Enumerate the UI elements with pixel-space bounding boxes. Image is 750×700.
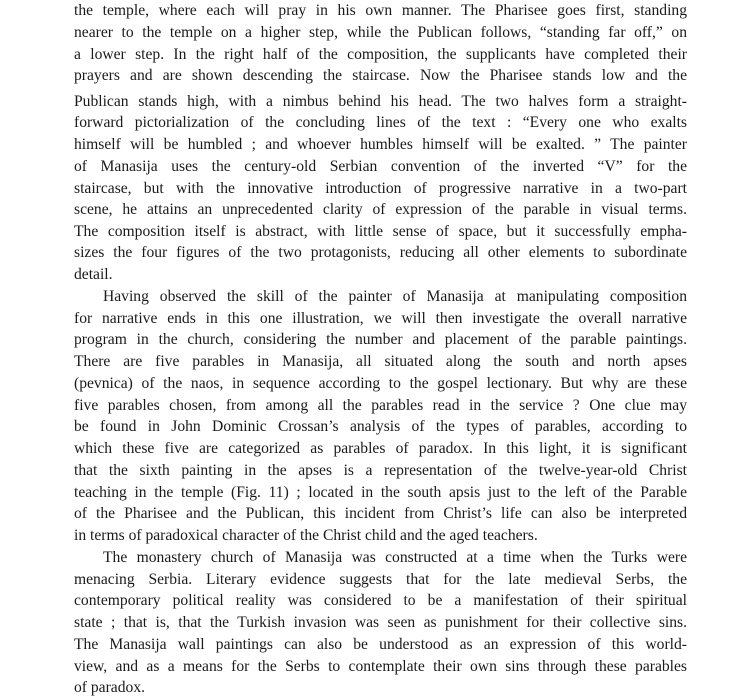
text-line: the temple, where each will pray in his own manner. The Pharisee goes first, standing [74, 2, 687, 19]
text-line: of Manasija uses the century-old Serbian convention of the inverted “V” for the [74, 158, 687, 175]
text-line: be found in John Dominic Crossan’s analysis of the types of parables, according to [74, 418, 687, 435]
text-line: of paradox. [74, 679, 146, 696]
text-line: menacing Serbia. Literary evidence suggests that for the late medieval Serbs, the [74, 571, 687, 588]
text-line: sizes the four figures of the two protagonists, reducing all other elements to subordinate [74, 244, 687, 261]
text-line: of the Pharisee and the Publican, this incident from Christ’s life can also be interpreted [74, 505, 687, 522]
text-line: There are five parables in Manasija, all situated along the south and north apses [74, 353, 687, 370]
text-line: which these five are categorized as parables of paradox. In this light, it is significant [74, 440, 687, 457]
text-line: in terms of paradoxical character of the Christ child and the aged teachers. [74, 527, 538, 544]
text-line: scene, he attains an unprecedented clarity of expression of the parable in visual terms. [74, 201, 687, 218]
text-line: staircase, but with the innovative introduction of progressive narrative in a two-part [74, 180, 687, 197]
paragraph-first-line: Having observed the skill of the painter of Manasija at manipulating composition [103, 288, 687, 305]
text-line: five parables chosen, from among all the parables read in the service ? One clue may [74, 397, 687, 414]
text-line: Publican stands high, with a nimbus behind his head. The two halves form a straight- [74, 93, 687, 110]
text-line: a lower step. In the right half of the composition, the supplicants have completed their [74, 46, 687, 63]
paragraph-first-line: The monastery church of Manasija was constructed at a time when the Turks were [103, 549, 687, 566]
text-line: detail. [74, 266, 113, 283]
text-line: contemporary political reality was considered to be a manifestation of their spiritual [74, 592, 687, 609]
text-line: (pevnica) of the naos, in sequence according to the gospel lectionary. But why are these [74, 375, 687, 392]
text-line: state ; that is, that the Turkish invasion was seen as punishment for their collective sins. [74, 614, 687, 631]
text-line: for narrative ends in this one illustration, we will then investigate the overall narrative [74, 310, 687, 327]
text-line: view, and as a means for the Serbs to contemplate their own sins through these parables [74, 658, 687, 675]
text-line: teaching in the temple (Fig. 11) ; located in the south apsis just to the left of the Parable [74, 484, 687, 501]
text-line: The composition itself is abstract, with little sense of space, but it successfully empha- [74, 223, 687, 240]
text-line: himself will be humbled ; and whoever humbles himself will be exalted. ” The painter [74, 136, 687, 153]
text-line: nearer to the temple on a higher step, while the Publican follows, “standing far off,” on [74, 24, 687, 41]
text-line: prayers and are shown descending the staircase. Now the Pharisee stands low and the [74, 67, 687, 84]
text-line: forward pictorialization of the concluding lines of the text : “Every one who exalts [74, 114, 687, 131]
text-line: that the sixth painting in the apses is a representation of the twelve-year-old Christ [74, 462, 687, 479]
text-line: program in the church, considering the number and placement of the parable paintings. [74, 331, 687, 348]
text-line: The Manasija wall paintings can also be understood as an expression of this world- [74, 636, 687, 653]
